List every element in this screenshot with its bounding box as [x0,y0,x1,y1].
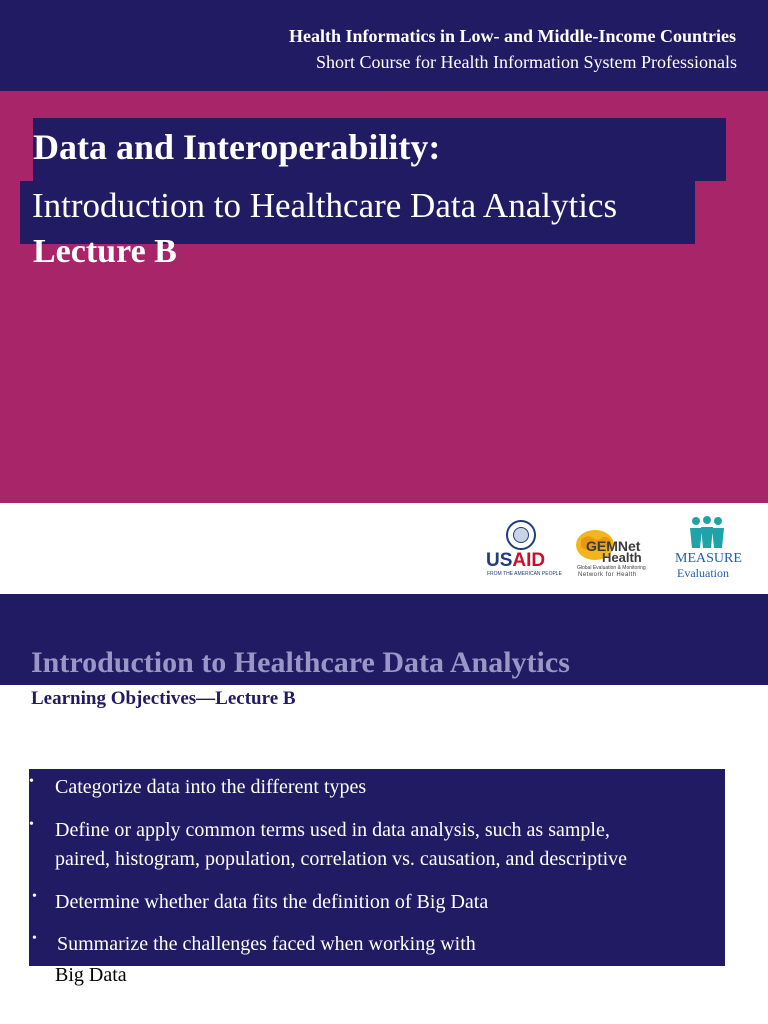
usaid-tagline: FROM THE AMERICAN PEOPLE [487,571,562,577]
objective-item-continued: paired, histogram, population, correlation vs. causation, and descriptive [55,848,628,870]
bullet-icon: • [29,774,34,789]
measure-wordmark-evaluation: Evaluation [677,566,729,580]
objective-item: Define or apply common terms used in data analysis, such as sample, [55,819,610,841]
measure-people-icon [684,516,730,550]
usaid-wordmark: USAID [486,550,546,571]
objective-item: Summarize the challenges faced when working with [57,933,476,955]
lecture-label: Lecture B [33,233,177,270]
objectives-slide-title: Introduction to Healthcare Data Analytics [31,646,570,679]
gemnet-wordmark-health: Health [602,550,642,565]
bullet-icon: • [32,889,37,904]
usaid-seal-center-icon [513,527,529,543]
objective-item: Determine whether data fits the definition of Big Data [55,891,489,913]
gemnet-tagline-network: Network for Health [578,572,637,578]
course-subtitle: Short Course for Health Information System Professionals [316,52,737,72]
bullet-icon: • [32,931,37,946]
measure-wordmark: MEASURE [675,551,742,566]
objective-item: Categorize data into the different types [55,776,367,798]
gemnet-tagline: Global Evaluation & Monitoring [577,565,646,571]
objectives-slide-subtitle: Learning Objectives—Lecture B [31,688,296,709]
objective-item-continued: Big Data [55,964,127,986]
course-title: Health Informatics in Low- and Middle-Income Countries [289,26,736,46]
gemnet-wordmark: GEMNet [586,538,641,554]
slide-title: Data and Interoperability: [33,127,441,167]
bullet-icon: • [29,817,34,832]
slide-subtitle: Introduction to Healthcare Data Analytics [32,186,618,225]
